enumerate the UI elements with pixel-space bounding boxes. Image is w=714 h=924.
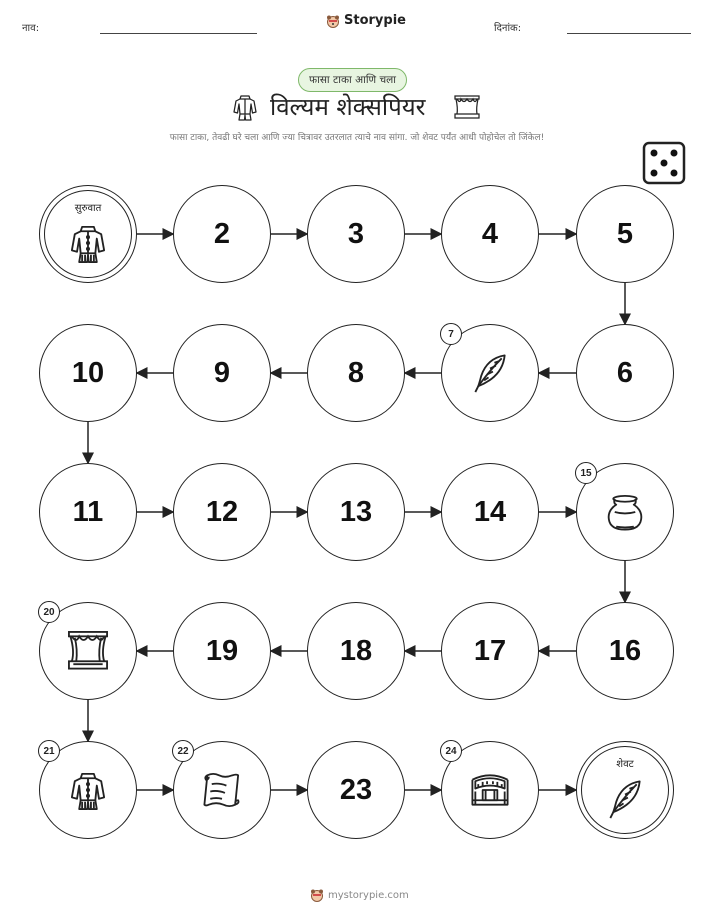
space-number: 2 [213,217,231,250]
space-number-badge: 22 [172,740,194,762]
doublet-icon [66,768,110,812]
stage-icon [66,629,110,673]
board-space[interactable] [307,602,405,700]
finish-label: शेवट [616,759,634,770]
space-number: 18 [339,634,373,667]
board-space[interactable] [576,324,674,422]
space-number: 14 [473,495,507,528]
space-number-badge: 21 [38,740,60,762]
finish-space[interactable] [576,741,674,839]
doublet-icon [66,221,110,265]
instructions: फासा टाका, तेवढी घरे चला आणि ज्या चित्रावर उतरलात त्याचे नाव सांगा. जो शेवट पर्यंत आधी पोहोचेल तो जिंकेल! [169,133,545,143]
space-number-badge: 7 [440,323,462,345]
footer-site[interactable]: mystorypie.com [328,889,409,901]
board-space[interactable] [441,185,539,283]
space-number-badge: 15 [575,462,597,484]
space-number: 19 [205,634,239,667]
page-title: विल्यम शेक्सपियर [270,93,426,121]
space-number: 13 [339,495,373,528]
board-space[interactable] [39,324,137,422]
start-label: सुरुवात [74,203,102,214]
space-number-badge: 24 [440,740,462,762]
inkpot-icon [603,490,647,534]
brand-name: Storypie [344,13,406,28]
board-space[interactable] [307,463,405,561]
scroll-icon [200,768,244,812]
board-space[interactable] [173,324,271,422]
game-type-badge: फासा टाका आणि चला [298,68,407,92]
space-number-badge: 20 [38,601,60,623]
space-number: 6 [616,356,634,389]
board-space[interactable] [576,185,674,283]
space-number: 5 [616,217,634,250]
board-space[interactable] [307,741,405,839]
space-number: 4 [481,217,499,250]
date-label: दिनांक: [494,23,522,34]
board-space[interactable] [307,185,405,283]
space-number: 16 [608,634,642,667]
footer [310,888,409,902]
space-number: 3 [347,217,365,250]
quill-icon [603,777,647,821]
board-space[interactable] [441,463,539,561]
board-space[interactable] [441,602,539,700]
start-space[interactable] [39,185,137,283]
storypie-bear-icon [310,888,324,902]
quill-icon [468,351,512,395]
space-number: 17 [473,634,507,667]
board-space[interactable] [173,602,271,700]
space-number: 8 [347,356,365,389]
space-number: 11 [72,495,104,528]
globe-theatre-icon [468,768,512,812]
name-label: नाव: [22,23,40,34]
board-space[interactable] [39,463,137,561]
space-number: 12 [205,495,239,528]
board-space[interactable] [576,602,674,700]
space-number: 23 [339,773,373,806]
board-space[interactable] [173,185,271,283]
space-number: 10 [71,356,105,389]
space-number: 9 [213,356,231,389]
board-space[interactable] [307,324,405,422]
board-space[interactable] [173,463,271,561]
